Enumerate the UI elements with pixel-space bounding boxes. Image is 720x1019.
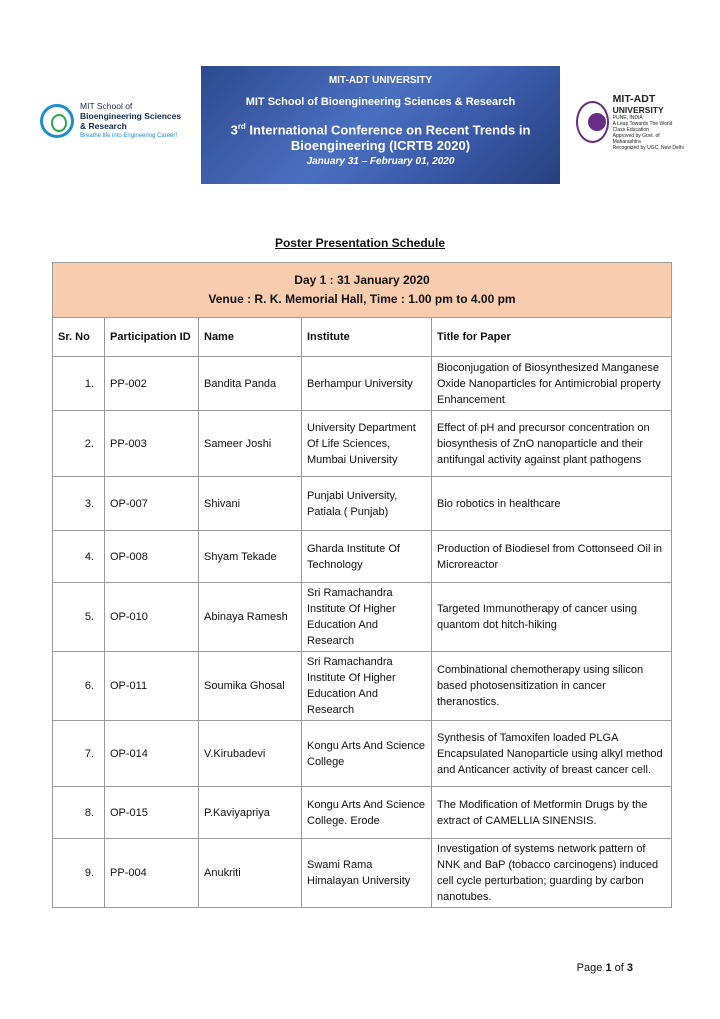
cell-id: OP-015 bbox=[105, 787, 199, 839]
col-header-title: Title for Paper bbox=[432, 318, 672, 357]
university-logo bbox=[576, 93, 686, 151]
cell-institute: University Department Of Life Sciences, Mumbai University bbox=[302, 411, 432, 477]
university-logo-line3: PUNE, INDIA bbox=[612, 115, 643, 121]
cell-id: PP-002 bbox=[105, 357, 199, 411]
cell-institute: Sri Ramachandra Institute Of Higher Education And Research bbox=[302, 583, 432, 652]
cell-title: Investigation of systems network pattern of NNK and BaP (tobacco carcinogens) induced cell cycle perturbation; guarding by carbon nanotubes. bbox=[432, 839, 672, 908]
cell-institute: Swami Rama Himalayan University bbox=[302, 839, 432, 908]
cell-sr: 2. bbox=[53, 411, 105, 477]
cell-title: Bio robotics in healthcare bbox=[432, 477, 672, 531]
banner-ordinal: 3 bbox=[230, 122, 238, 138]
cell-sr: 4. bbox=[53, 531, 105, 583]
cell-name: Bandita Panda bbox=[199, 357, 302, 411]
school-logo-line2: Bioengineering Sciences bbox=[80, 111, 182, 121]
banner-ordinal-suffix: rd bbox=[237, 122, 246, 131]
cell-sr: 6. bbox=[53, 652, 105, 721]
col-header-sr: Sr. No bbox=[53, 318, 105, 357]
school-emblem-icon bbox=[40, 104, 74, 138]
cell-title: Combinational chemotherapy using silicon based photosensitization in cancer theranostics. bbox=[432, 652, 672, 721]
banner-university: MIT-ADT UNIVERSITY bbox=[328, 75, 433, 86]
cell-title: Bioconjugation of Biosynthesized Manganese Oxide Nanoparticles for Antimicrobial property Enhancement bbox=[432, 357, 672, 411]
school-logo-tagline: Breathe life into Engineering Career! bbox=[80, 133, 178, 139]
table-row bbox=[53, 652, 672, 721]
page-number: 1 bbox=[605, 962, 612, 974]
cell-institute: Kongu Arts And Science College bbox=[302, 721, 432, 787]
table-row bbox=[53, 477, 672, 531]
school-logo-line3: & Research bbox=[80, 121, 127, 131]
cell-sr: 8. bbox=[53, 787, 105, 839]
day-header-row bbox=[53, 263, 672, 318]
cell-id: OP-011 bbox=[105, 652, 199, 721]
cell-name: V.Kirubadevi bbox=[199, 721, 302, 787]
day-header-cell bbox=[53, 263, 672, 318]
column-header-row bbox=[53, 318, 672, 357]
cell-institute: Gharda Institute Of Technology bbox=[302, 531, 432, 583]
cell-sr: 7. bbox=[53, 721, 105, 787]
university-logo-line6: Recognized by UGC, New Delhi bbox=[612, 145, 684, 151]
table-row bbox=[53, 787, 672, 839]
cell-institute: Punjabi University, Patiala ( Punjab) bbox=[302, 477, 432, 531]
university-seal-icon bbox=[576, 101, 609, 143]
university-logo-line2: UNIVERSITY bbox=[612, 105, 664, 115]
cell-sr: 1. bbox=[53, 357, 105, 411]
banner-dates: January 31 – February 01, 2020 bbox=[306, 156, 455, 168]
table-row bbox=[53, 531, 672, 583]
cell-sr: 3. bbox=[53, 477, 105, 531]
page-footer bbox=[577, 962, 633, 974]
university-logo-line1: MIT-ADT bbox=[612, 93, 656, 105]
schedule-table bbox=[52, 262, 672, 908]
cell-name: Sameer Joshi bbox=[199, 411, 302, 477]
cell-sr: 5. bbox=[53, 583, 105, 652]
banner-conference-line2: Bioengineering (ICRTB 2020) bbox=[290, 138, 471, 154]
col-header-name: Name bbox=[199, 318, 302, 357]
cell-institute: Kongu Arts And Science College. Erode bbox=[302, 787, 432, 839]
page-word: Page bbox=[576, 962, 603, 974]
cell-institute: Sri Ramachandra Institute Of Higher Education And Research bbox=[302, 652, 432, 721]
conference-banner bbox=[201, 66, 560, 184]
cell-title: Synthesis of Tamoxifen loaded PLGA Encapsulated Nanoparticle using alkyl method and Anticancer activity of breast cancer cell. bbox=[432, 721, 672, 787]
banner-conference-text: International Conference on Recent Trends in bbox=[245, 122, 531, 138]
cell-id: OP-007 bbox=[105, 477, 199, 531]
cell-title: Targeted Immunotherapy of cancer using quantom dot hitch-hiking bbox=[432, 583, 672, 652]
cell-name: Shyam Tekade bbox=[199, 531, 302, 583]
cell-id: OP-010 bbox=[105, 583, 199, 652]
banner-conference-line1 bbox=[201, 119, 560, 138]
cell-sr: 9. bbox=[53, 839, 105, 908]
university-logo-line4: A Leap Towards The World Class Education bbox=[612, 121, 673, 133]
cell-name: P.Kaviyapriya bbox=[199, 787, 302, 839]
document-title: Poster Presentation Schedule bbox=[274, 236, 446, 250]
table-row bbox=[53, 357, 672, 411]
col-header-institute: Institute bbox=[302, 318, 432, 357]
cell-name: Shivani bbox=[199, 477, 302, 531]
banner-school: MIT School of Bioengineering Sciences & Research bbox=[245, 96, 516, 108]
university-logo-line5: Approved by Govt. of Maharashtra bbox=[612, 133, 660, 145]
table-row bbox=[53, 411, 672, 477]
of-word: of bbox=[614, 962, 624, 974]
cell-name: Anukriti bbox=[199, 839, 302, 908]
col-header-id: Participation ID bbox=[105, 318, 199, 357]
cell-id: PP-003 bbox=[105, 411, 199, 477]
cell-id: PP-004 bbox=[105, 839, 199, 908]
page-total: 3 bbox=[626, 962, 633, 974]
school-logo-line1: MIT School of bbox=[80, 101, 133, 111]
cell-name: Soumika Ghosal bbox=[199, 652, 302, 721]
cell-title: Production of Biodiesel from Cottonseed Oil in Microreactor bbox=[432, 531, 672, 583]
cell-name: Abinaya Ramesh bbox=[199, 583, 302, 652]
cell-title: The Modification of Metformin Drugs by the extract of CAMELLIA SINENSIS. bbox=[432, 787, 672, 839]
cell-id: OP-014 bbox=[105, 721, 199, 787]
day-line: Day 1 : 31 January 2020 bbox=[294, 273, 430, 287]
school-logo-text bbox=[80, 101, 181, 141]
university-logo-text bbox=[613, 93, 686, 151]
school-logo bbox=[40, 97, 200, 145]
cell-title: Effect of pH and precursor concentration on biosynthesis of ZnO nanoparticle and their antifungal activity against plant pathogens bbox=[432, 411, 672, 477]
cell-institute: Berhampur University bbox=[302, 357, 432, 411]
table-row bbox=[53, 583, 672, 652]
cell-id: OP-008 bbox=[105, 531, 199, 583]
table-row bbox=[53, 721, 672, 787]
venue-line: Venue : R. K. Memorial Hall, Time : 1.00 pm to 4.00 pm bbox=[208, 292, 516, 306]
table-row bbox=[53, 839, 672, 908]
